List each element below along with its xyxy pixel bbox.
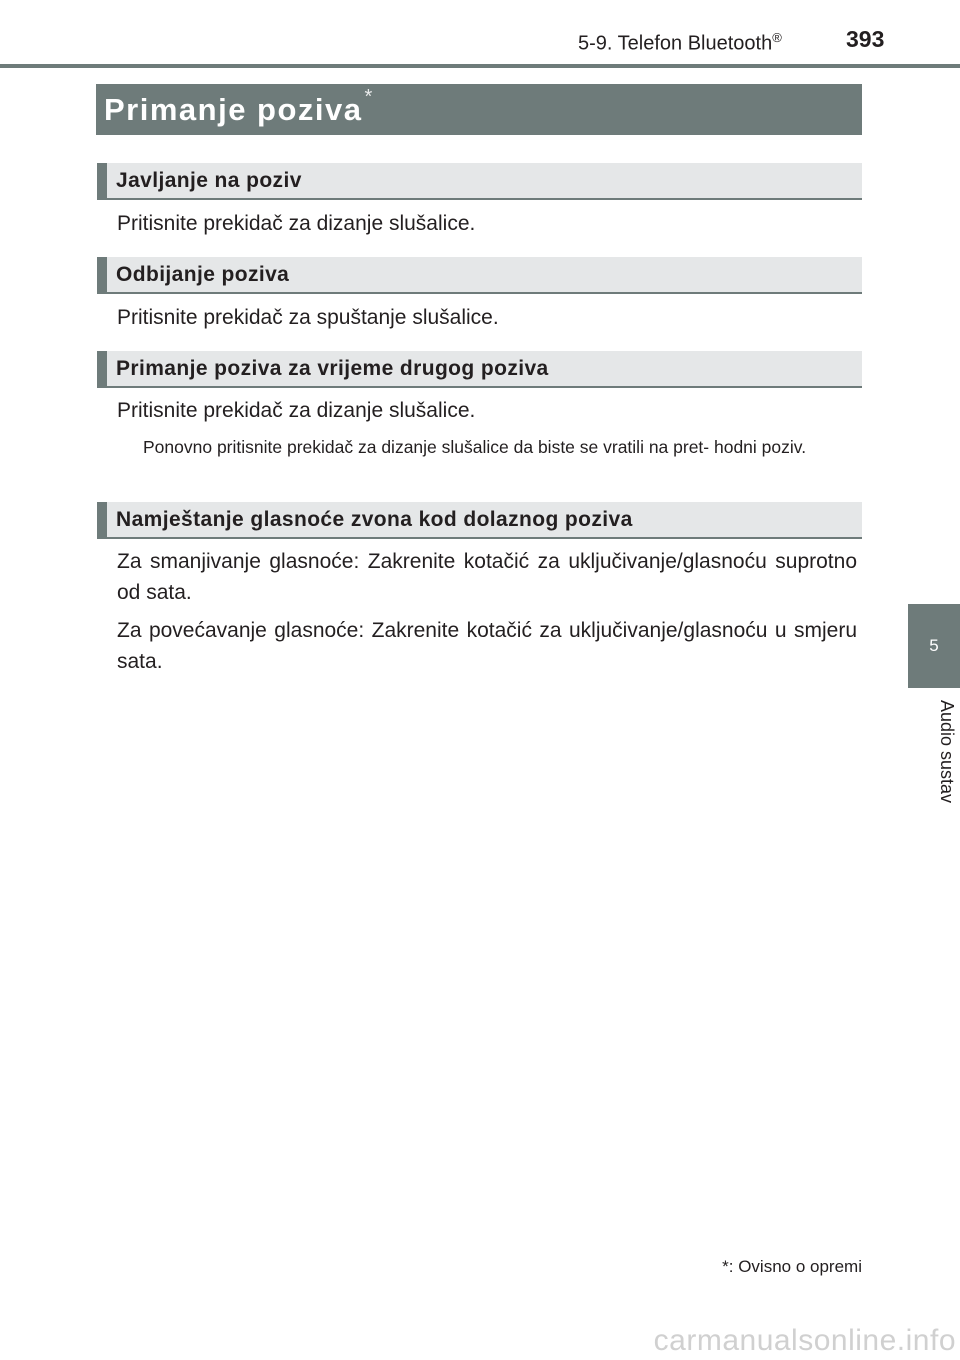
page-title	[96, 84, 862, 135]
section-body-volume-down: Za smanjivanje glasnoće: Zakrenite kotačić za uključivanje/glasnoću suprotno od sata.	[117, 550, 857, 604]
section-heading-call-waiting: Primanje poziva za vrijeme drugog poziva	[97, 351, 862, 388]
footnote-text: : Ovisno o opremi	[728, 1257, 862, 1276]
header-divider	[0, 64, 960, 68]
footnote	[722, 1257, 862, 1277]
section-body-volume-up: Za povećavanje glasnoće: Zakrenite kotačić za uključivanje/glasnoću u smjeru sata.	[117, 619, 857, 673]
section-body-reject: Pritisnite prekidač za spuštanje slušalice.	[117, 306, 499, 329]
section-body-call-waiting: Pritisnite prekidač za dizanje slušalice.	[117, 399, 476, 422]
chapter-title-text: 5-9. Telefon Bluetooth	[578, 32, 773, 55]
watermark: carmanualsonline.info	[653, 1324, 956, 1357]
registered-mark: ®	[772, 30, 782, 45]
chapter-label: Audio sustav	[937, 700, 957, 804]
asterisk-icon: *	[722, 1257, 729, 1276]
section-heading-answer: Javljanje na poziv	[97, 163, 862, 200]
chapter-title	[578, 30, 782, 56]
asterisk-icon: *	[364, 86, 374, 108]
chapter-tab	[908, 604, 960, 688]
section-note-call-waiting: Ponovno pritisnite prekidač za dizanje slušalice da biste se vratili na pret- hodni poziv.	[143, 437, 807, 457]
section-body-answer: Pritisnite prekidač za dizanje slušalice.	[117, 212, 476, 235]
page-title-text: Primanje poziva	[104, 91, 363, 127]
section-heading-ring-volume: Namještanje glasnoće zvona kod dolaznog poziva	[97, 502, 862, 539]
page-number: 393	[846, 26, 885, 52]
section-heading-reject: Odbijanje poziva	[97, 257, 862, 294]
chapter-number: 5	[929, 636, 939, 655]
